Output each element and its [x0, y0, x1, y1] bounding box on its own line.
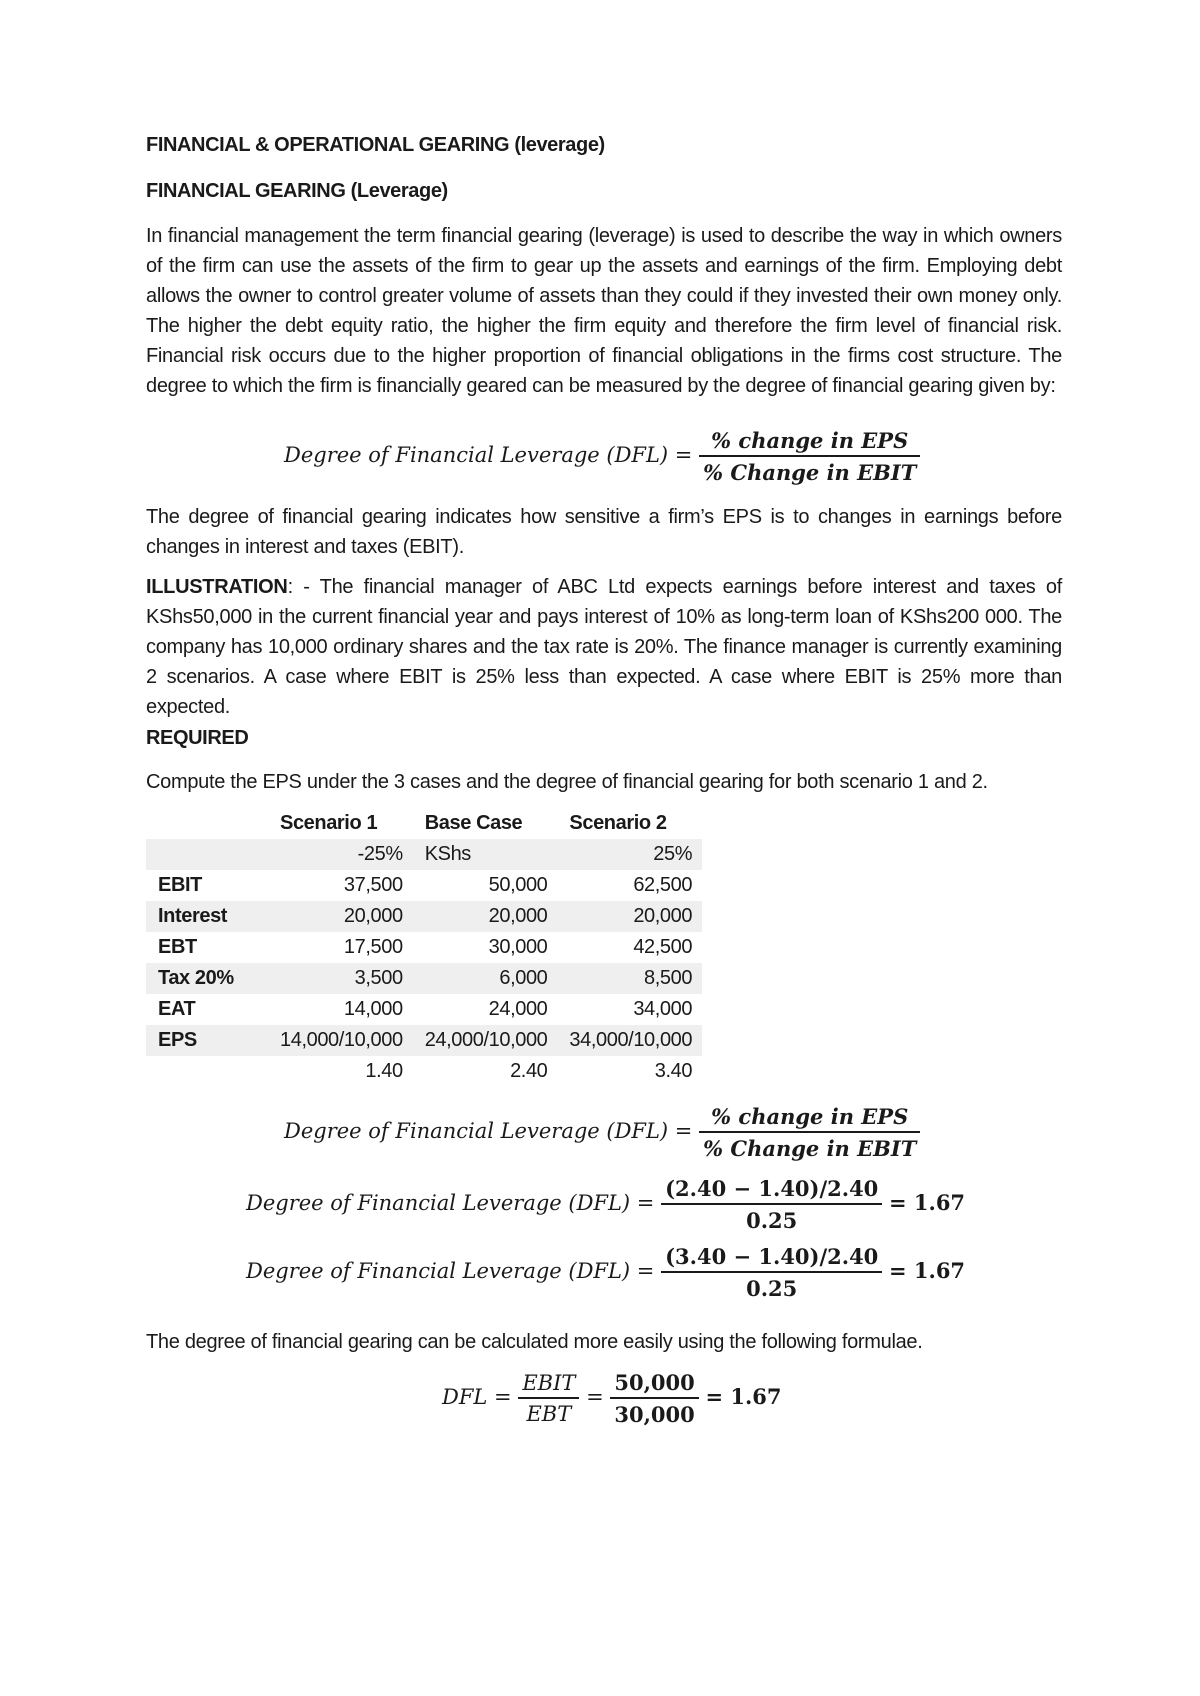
equals-sign: =: [586, 1385, 604, 1409]
table-cell: 50,000: [488, 874, 548, 896]
table-cell: 24,000/10,000: [413, 1025, 558, 1056]
table-header: Base Case: [424, 812, 523, 834]
dfl-calculation-2: [246, 1244, 965, 1301]
table-cell: 14,000/10,000: [268, 1025, 413, 1056]
table-row: [146, 1056, 702, 1087]
dfl-formula: [284, 428, 920, 485]
calc-numerator: (3.40 − 1.40)/2.40: [661, 1244, 882, 1273]
table-cell: 2.40: [510, 1060, 548, 1082]
formula-lhs: Degree of Financial Leverage (DFL) =: [284, 1119, 693, 1143]
calc-result: = 1.67: [888, 1190, 966, 1215]
table-cell: 8,500: [557, 963, 702, 994]
table-cell: 30,000: [488, 936, 548, 958]
table-header: [146, 808, 268, 839]
formula-lhs: Degree of Financial Leverage (DFL) =: [284, 443, 693, 467]
row-label: EAT: [158, 998, 196, 1020]
table-cell: 34,000/10,000: [557, 1025, 702, 1056]
table-cell: -25%: [268, 839, 413, 870]
table-cell: 3,500: [268, 963, 413, 994]
row-label: Tax 20%: [146, 963, 268, 994]
calc-fraction: [661, 1244, 882, 1301]
table-cell: 62,500: [633, 874, 693, 896]
row-label: [146, 839, 268, 870]
calc-numerator: (2.40 − 1.40)/2.40: [661, 1176, 882, 1205]
table-cell: 24,000: [488, 998, 548, 1020]
dfl-calculation-1: [246, 1176, 965, 1233]
row-label: [146, 1056, 268, 1087]
short-result: = 1.67: [705, 1384, 782, 1409]
table-row: [146, 932, 702, 963]
value-denominator: 30,000: [614, 1402, 695, 1427]
eps-table: [146, 808, 702, 1087]
table-cell: 14,000: [343, 998, 403, 1020]
calc-denominator: 0.25: [746, 1208, 798, 1233]
formula-numerator: % change in EPS: [699, 1104, 920, 1133]
required-text: Compute the EPS under the 3 cases and the degree of financial gearing for both scenario 1 and 2.: [146, 771, 988, 793]
table-row: [146, 870, 702, 901]
table-row: [146, 839, 702, 870]
table-cell: 37,500: [343, 874, 403, 896]
table-row: [146, 994, 702, 1025]
formula-denominator: % Change in EBIT: [703, 460, 917, 485]
easier-text: The degree of financial gearing can be calculated more easily using the following formulae.: [146, 1331, 923, 1353]
intro-paragraph: In financial management the term financial gearing (leverage) is used to describe the way in which owners of the firm can use the assets of the firm to gear up the assets and earnings of the firm. Employing debt allows the owner to control greater volume of assets than they could if they invested their own money only. The higher the debt equity ratio, the higher the firm equity and therefore the firm level of financial risk. Financial risk occurs due to the higher proportion of financial obligations in the firms cost structure. The degree to which the firm is financially geared can be measured by the degree of financial gearing given by:: [146, 225, 1062, 397]
ebt-denominator: EBT: [526, 1402, 572, 1426]
main-heading: FINANCIAL & OPERATIONAL GEARING (leverage): [146, 134, 605, 156]
table-cell: 1.40: [365, 1060, 403, 1082]
formula-denominator: % Change in EBIT: [703, 1136, 917, 1161]
table-cell: 17,500: [343, 936, 403, 958]
illustration-text: : - The financial manager of ABC Ltd expects earnings before interest and taxes of KShs50,000 in the current financial year and pays interest of 10% as long-term loan of KShs200 000. The company has 10,000 ordinary shares and the tax rate is 20%. The finance manager is currently examining 2 scenarios. A case where EBIT is 25% less than expected. A case where EBIT is 25% more than expected.: [146, 576, 1062, 718]
required-heading: REQUIRED: [146, 727, 249, 749]
table-row: [146, 1025, 702, 1056]
calc-result: = 1.67: [888, 1258, 966, 1283]
table-cell: 42,500: [633, 936, 693, 958]
table-header: Scenario 2: [569, 812, 667, 834]
row-label: EBIT: [158, 874, 202, 896]
dfl-short-formula: [442, 1370, 782, 1427]
formula-lhs: Degree of Financial Leverage (DFL) =: [246, 1259, 655, 1283]
value-numerator: 50,000: [610, 1370, 698, 1399]
table-header: Scenario 1: [280, 812, 378, 834]
ebit-ebt-fraction: [518, 1371, 579, 1426]
value-fraction: [610, 1370, 698, 1427]
table-cell: 20,000: [268, 901, 413, 932]
table-cell: KShs: [413, 839, 558, 870]
illustration-label: ILLUSTRATION: [146, 576, 288, 598]
sensitivity-paragraph: The degree of financial gearing indicates how sensitive a firm’s EPS is to changes in earnings before changes in interest and taxes (EBIT).: [146, 506, 1062, 558]
calc-fraction: [661, 1176, 882, 1233]
row-label: EPS: [146, 1025, 268, 1056]
table-cell: 34,000: [633, 998, 693, 1020]
short-lhs: DFL =: [442, 1385, 512, 1409]
table-row: [146, 901, 702, 932]
table-header-row: [146, 808, 702, 839]
table-cell: 20,000: [413, 901, 558, 932]
formula-fraction: [699, 1104, 920, 1161]
illustration-paragraph: [146, 572, 1062, 722]
table-row: [146, 963, 702, 994]
dfl-formula-repeat: [284, 1104, 920, 1161]
formula-fraction: [699, 428, 920, 485]
calc-denominator: 0.25: [746, 1276, 798, 1301]
row-label: Interest: [146, 901, 268, 932]
sub-heading: FINANCIAL GEARING (Leverage): [146, 180, 448, 202]
ebit-numerator: EBIT: [518, 1371, 579, 1399]
formula-lhs: Degree of Financial Leverage (DFL) =: [246, 1191, 655, 1215]
table-cell: 3.40: [654, 1060, 693, 1082]
row-label: EBT: [158, 936, 197, 958]
table-cell: 6,000: [413, 963, 558, 994]
table-cell: 25%: [557, 839, 702, 870]
formula-numerator: % change in EPS: [699, 428, 920, 457]
table-cell: 20,000: [557, 901, 702, 932]
